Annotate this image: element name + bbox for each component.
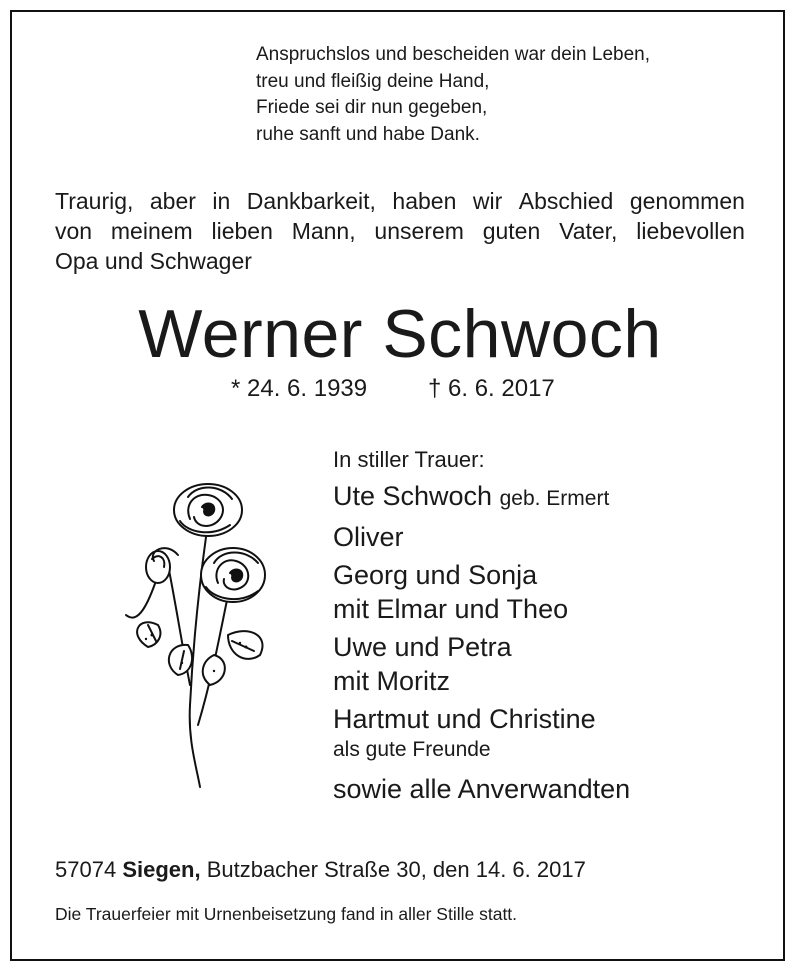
intro-word: Mann, <box>291 218 356 244</box>
funeral-note: Die Trauerfeier mit Urnenbeisetzung fand in aller Stille statt. <box>55 904 518 924</box>
intro-word: Dankbarkeit, <box>246 188 376 214</box>
mourner-wife <box>333 479 630 516</box>
mourner-others: sowie alle Anverwandten <box>333 774 631 804</box>
mourners-lead: In stiller Trauer: <box>333 447 485 472</box>
mourner-family-line: mit Moritz <box>333 666 450 696</box>
mourner-friends: Hartmut und Christine <box>333 704 596 734</box>
intro-word: wir <box>472 188 503 214</box>
intro-word: genommen <box>629 188 745 214</box>
intro-word: von <box>55 218 93 244</box>
intro-word: Traurig, <box>55 188 134 214</box>
poem-line: treu und fleißig deine Hand, <box>256 70 490 92</box>
mourner-family-line: Uwe und Petra <box>333 632 512 662</box>
mourner-family-line: Georg und Sonja <box>333 560 538 590</box>
birth-date: * 24. 6. 1939 <box>231 375 368 402</box>
intro-word: guten <box>482 218 541 244</box>
intro-line-2 <box>55 216 745 246</box>
intro-word: in <box>212 188 231 214</box>
intro-line-3: Opa und Schwager <box>55 248 252 274</box>
rose-icon <box>118 475 278 795</box>
poem-line: ruhe sanft und habe Dank. <box>256 123 480 145</box>
intro-word: meinem <box>110 218 193 244</box>
intro-word: Abschied <box>518 188 614 214</box>
mourner-wife-note: geb. Ermert <box>499 487 610 510</box>
poem-line: Friede sei dir nun gegeben, <box>256 97 488 118</box>
intro-word: Vater, <box>559 218 618 244</box>
address-line <box>55 855 586 885</box>
city: Siegen, <box>122 857 201 882</box>
mourner-friends-note: als gute Freunde <box>333 738 491 761</box>
poem <box>256 42 650 148</box>
mourner-wife-name: Ute Schwoch <box>333 481 493 511</box>
mourner-son: Oliver <box>333 522 404 552</box>
intro-word: lieben <box>211 218 273 244</box>
intro-word: aber <box>149 188 196 214</box>
intro-word: liebevollen <box>636 218 745 244</box>
intro-word: haben <box>392 188 457 214</box>
deceased-name: Werner Schwoch <box>138 296 662 372</box>
mourner-family-line: mit Elmar und Theo <box>333 594 569 624</box>
poem-line: Anspruchslos und bescheiden war dein Leben, <box>256 44 650 65</box>
death-date: † 6. 6. 2017 <box>428 375 555 402</box>
postcode: 57074 <box>55 857 117 882</box>
mourners <box>333 445 630 806</box>
intro-text <box>55 186 745 276</box>
intro-word: unserem <box>374 218 464 244</box>
intro-line-1 <box>55 186 745 216</box>
street-date: Butzbacher Straße 30, den 14. 6. 2017 <box>206 857 586 882</box>
